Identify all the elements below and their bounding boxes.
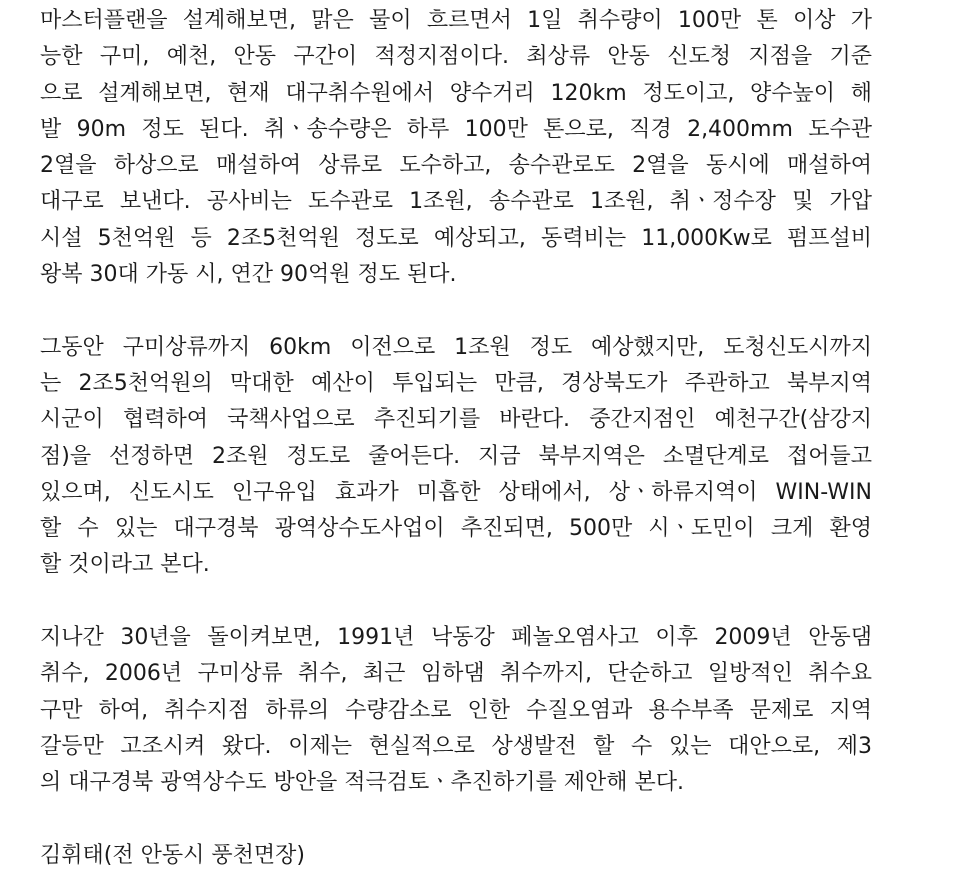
paragraph-line: 구만 하여, 취수지점 하류의 수량감소로 인한 수질오염과 용수부족 문제로 지역 xyxy=(40,697,872,723)
paragraph-line: 그동안 구미상류까지 60km 이전으로 1조원 정도 예상했지만, 도청신도시까지 xyxy=(40,334,872,360)
paragraph-gap xyxy=(40,293,872,329)
paragraph-2 xyxy=(40,330,872,584)
paragraph-line: 시군이 협력하여 국책사업으로 추진되기를 바란다. 중간지점인 예천구간(삼강지 xyxy=(40,407,872,433)
paragraph-line: 대구로 보낸다. 공사비는 도수관로 1조원, 송수관로 1조원, 취ㆍ정수장 및 가압 xyxy=(40,189,872,215)
paragraph-line: 마스터플랜을 설계해보면, 맑은 물이 흐르면서 1일 취수량이 100만 톤 이상 가 xyxy=(40,8,872,33)
paragraph-line: 있으며, 신도시도 인구유입 효과가 미흡한 상태에서, 상ㆍ하류지역이 WIN-WIN xyxy=(40,479,872,505)
paragraph-line: 발 90m 정도 된다. 취ㆍ송수량은 하루 100만 톤으로, 직경 2,400mm 도수관 xyxy=(40,116,872,142)
paragraph-line: 점)을 선정하면 2조원 정도로 줄어든다. 지금 북부지역은 소멸단계로 접어들고 xyxy=(40,443,872,469)
paragraph-line: 할 것이라고 본다. xyxy=(40,552,210,578)
paragraph-line: 왕복 30대 가동 시, 연간 90억원 정도 된다. xyxy=(40,262,457,288)
paragraph-line: 갈등만 고조시켜 왔다. 이제는 현실적으로 상생발전 할 수 있는 대안으로, 제3 xyxy=(40,733,872,759)
paragraph-line: 능한 구미, 예천, 안동 구간이 적정지점이다. 최상류 안동 신도청 지점을 기준 xyxy=(40,44,872,70)
paragraph-line: 으로 설계해보면, 현재 대구취수원에서 양수거리 120km 정도이고, 양수높이 해 xyxy=(40,80,872,106)
paragraph-gap xyxy=(40,802,872,838)
paragraph-line: 는 2조5천억원의 막대한 예산이 투입되는 만큼, 경상북도가 주관하고 북부지역 xyxy=(40,370,872,396)
paragraph-1 xyxy=(40,0,872,293)
paragraph-3 xyxy=(40,620,872,801)
paragraph-line: 2열을 하상으로 매설하여 상류로 도수하고, 송수관로도 2열을 동시에 매설하여 xyxy=(40,153,872,179)
paragraph-line: 시설 5천억원 등 2조5천억원 정도로 예상되고, 동력비는 11,000Kw로 펌프설비 xyxy=(40,225,872,251)
article-body xyxy=(40,0,872,874)
paragraph-gap xyxy=(40,584,872,620)
paragraph-line: 지나간 30년을 돌이켜보면, 1991년 낙동강 페놀오염사고 이후 2009년 안동댐 xyxy=(40,625,872,651)
author-byline: 김휘태(전 안동시 풍천면장) xyxy=(40,842,305,868)
paragraph-line: 할 수 있는 대구경북 광역상수도사업이 추진되면, 500만 시ㆍ도민이 크게 환영 xyxy=(40,516,872,542)
paragraph-line: 취수, 2006년 구미상류 취수, 최근 임하댐 취수까지, 단순하고 일방적인 취수요 xyxy=(40,661,872,687)
paragraph-line: 의 대구경북 광역상수도 방안을 적극검토ㆍ추진하기를 제안해 본다. xyxy=(40,770,685,796)
